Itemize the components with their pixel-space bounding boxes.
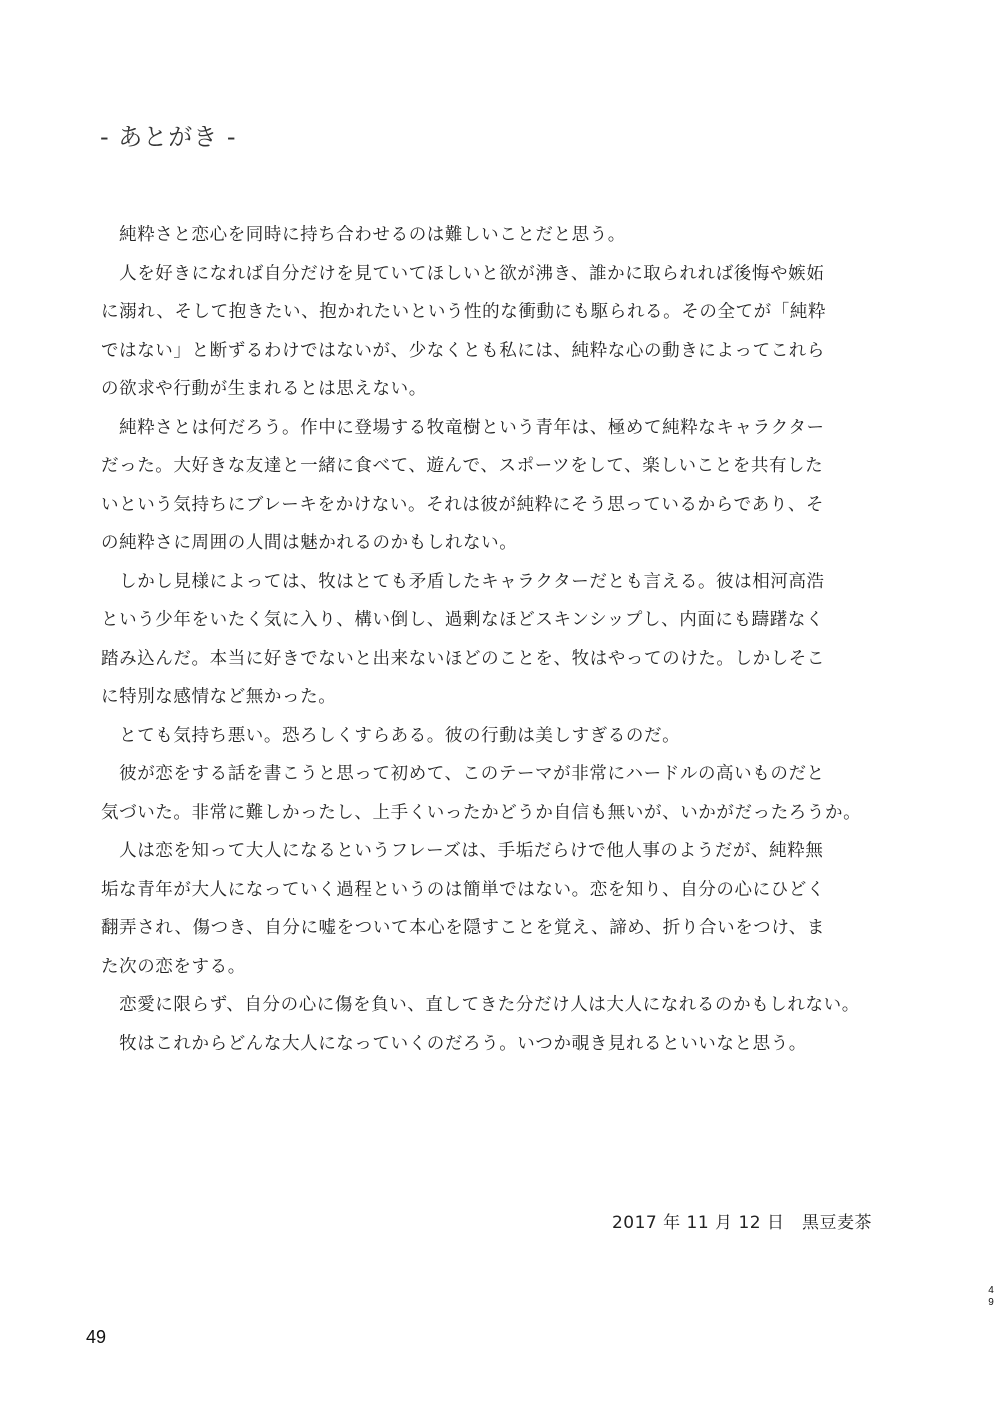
text-line: 垢な青年が大人になっていく過程というのは簡単ではない。恋を知り、自分の心にひどく bbox=[101, 879, 825, 900]
text-line: 牧はこれからどんな大人になっていくのだろう。いつか覗き見れるといいなと思う。 bbox=[101, 1033, 807, 1054]
text-line: 純粋さと恋心を同時に持ち合わせるのは難しいことだと思う。 bbox=[101, 225, 626, 245]
text-line: 人を好きになれば自分だけを見ていてほしいと欲が沸き、誰かに取られれば後悔や嫉妬 bbox=[101, 263, 825, 284]
text-line: 人は恋を知って大人になるというフレーズは、手垢だらけで他人事のようだが、純粋無 bbox=[101, 841, 824, 861]
text-line: だった。大好きな友達と一緒に食べて、遊んで、スポーツをして、楽しいことを共有した bbox=[101, 456, 824, 476]
text-line: 彼が恋をする話を書こうと思って初めて、このテーマが非常にハードルの高いものだと bbox=[101, 764, 825, 784]
text-line: に特別な感情など無かった。 bbox=[101, 687, 337, 707]
text-line: 翻弄され、傷つき、自分に嘘をついて本心を隠すことを覚え、諦め、折り合いをつけ、ま bbox=[101, 918, 825, 938]
afterword-body bbox=[101, 216, 881, 1063]
side-page-digit: 4 bbox=[988, 1285, 994, 1296]
text-line: た次の恋をする。 bbox=[101, 956, 246, 977]
text-line: しかし見様によっては、牧はとても矛盾したキャラクターだとも言える。彼は相河高浩 bbox=[101, 571, 825, 592]
text-line: とても気持ち悪い。恐ろしくすらある。彼の行動は美しすぎるのだ。 bbox=[101, 725, 681, 746]
page-title: - あとがき - bbox=[100, 123, 237, 151]
text-line: ではない」と断ずるわけではないが、少なくとも私には、純粋な心の動きによってこれら bbox=[101, 340, 825, 361]
text-line: の欲求や行動が生まれるとは思えない。 bbox=[101, 379, 427, 399]
text-line: に溺れ、そして抱きたい、抱かれたいという性的な衝動にも駆られる。その全てが「純粋 bbox=[101, 302, 827, 322]
text-line: 気づいた。非常に難しかったし、上手くいったかどうか自信も無いが、いかがだったろうか。 bbox=[101, 802, 862, 823]
text-line: 純粋さとは何だろう。作中に登場する牧竜樹という青年は、極めて純粋なキャラクター bbox=[101, 417, 825, 438]
text-line: 踏み込んだ。本当に好きでないと出来ないほどのことを、牧はやってのけた。しかしそこ bbox=[101, 648, 825, 669]
text-line: いという気持ちにブレーキをかけない。それは彼が純粋にそう思っているからであり、そ bbox=[101, 494, 825, 515]
date-signature: 2017 年 11 月 12 日 黒豆麦茶 bbox=[611, 1213, 872, 1233]
page-number: 49 bbox=[86, 1327, 107, 1347]
side-page-number bbox=[986, 1285, 996, 1309]
text-line: という少年をいたく気に入り、構い倒し、過剰なほどスキンシップし、内面にも躊躇なく bbox=[101, 610, 825, 630]
text-line: の純粋さに周囲の人間は魅かれるのかもしれない。 bbox=[101, 533, 518, 553]
text-line: 恋愛に限らず、自分の心に傷を負い、直してきた分だけ人は大人になれるのかもしれない。 bbox=[101, 995, 860, 1015]
side-page-digit: 9 bbox=[988, 1297, 994, 1308]
